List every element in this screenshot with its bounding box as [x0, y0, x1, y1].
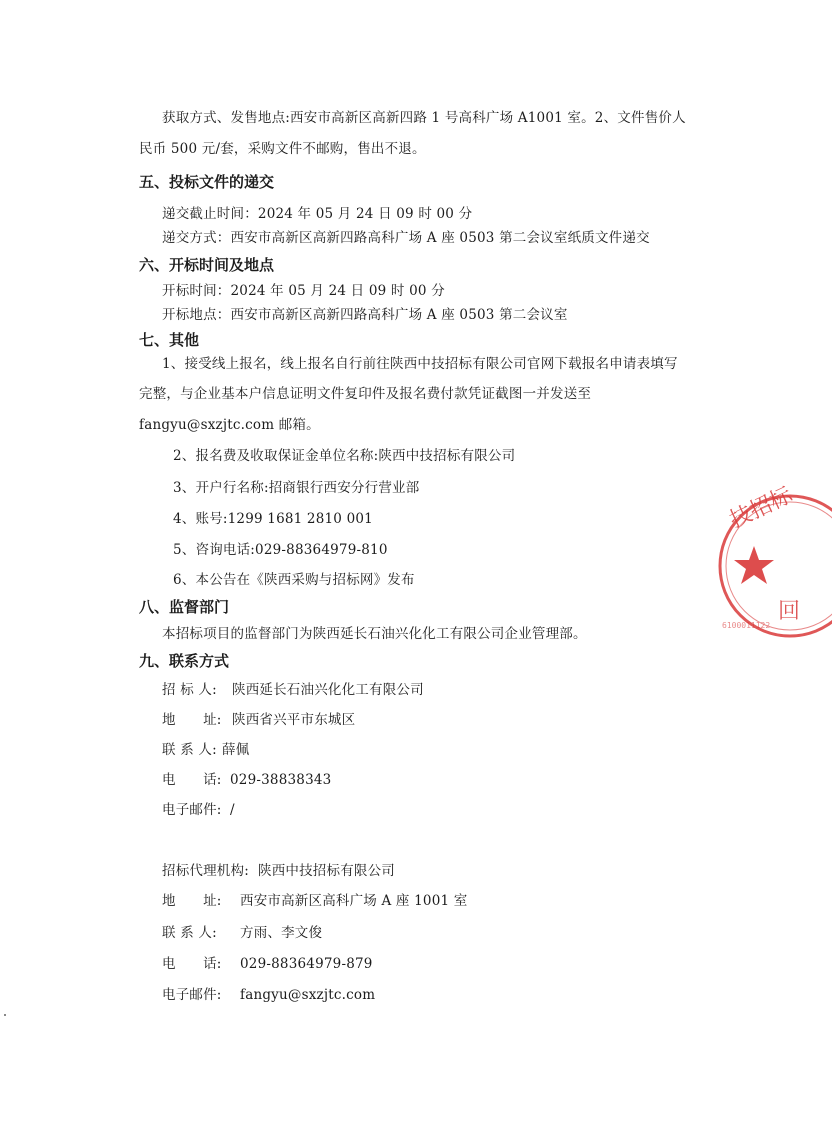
tenderer-contact-value: 薛佩 [222, 742, 250, 758]
tenderer-value: 陕西延长石油兴化化工有限公司 [232, 682, 424, 698]
section-9-heading: 九、联系方式 [139, 652, 230, 670]
agency-contact-label: 联 系 人: [162, 925, 217, 941]
submission-deadline: 递交截止时间：2024 年 05 月 24 日 09 时 00 分 [162, 206, 473, 222]
seal-code: 6100011122 [722, 621, 771, 630]
supervision-text: 本招标项目的监督部门为陕西延长石油兴化化工有限公司企业管理部。 [162, 626, 587, 642]
opening-time: 开标时间：2024 年 05 月 24 日 09 时 00 分 [162, 283, 445, 299]
seal-edge-char: 回 [778, 599, 801, 624]
submission-method: 递交方式：西安市高新区高新四路高科广场 A 座 0503 第二会议室纸质文件递交 [162, 230, 650, 246]
tenderer-email-label: 电子邮件: [162, 802, 222, 818]
other-item-1b: 完整，与企业基本户信息证明文件复印件及报名费付款凭证截图一并发送至 [139, 386, 592, 402]
company-seal [712, 482, 832, 648]
other-item-2: 2、报名费及收取保证金单位名称:陕西中技招标有限公司 [173, 448, 516, 464]
tenderer-phone-row [162, 771, 331, 789]
other-item-1c: fangyu@sxzjtc.com 邮箱。 [139, 417, 320, 433]
other-item-4: 4、账号:1299 1681 2810 001 [173, 511, 373, 527]
agency-value: 陕西中技招标有限公司 [258, 863, 395, 879]
tenderer-address-row [162, 711, 355, 729]
seal-text: 技招标 [725, 482, 797, 534]
agency-address-row [162, 892, 467, 910]
agency-phone-row [162, 955, 373, 973]
tenderer-email-row [162, 801, 235, 819]
agency-email-value: fangyu@sxzjtc.com [240, 987, 376, 1003]
agency-email-label: 电子邮件: [162, 987, 222, 1003]
seal-star-icon [734, 546, 774, 584]
agency-address-label: 地 址: [162, 893, 222, 909]
section-8-heading: 八、监督部门 [139, 598, 230, 616]
section-5-heading: 五、投标文件的递交 [139, 173, 275, 191]
agency-address-value: 西安市高新区高科广场 A 座 1001 室 [240, 893, 468, 909]
other-item-5: 5、咨询电话:029-88364979-810 [173, 542, 388, 558]
tenderer-label: 招 标 人: [162, 682, 217, 698]
agency-row [162, 862, 395, 880]
tenderer-contact-row [162, 741, 249, 759]
intro-line-1: 获取方式、发售地点:西安市高新区高新四路 1 号高科广场 A1001 室。2、文件售价人 [162, 110, 686, 126]
section-6-heading: 六、开标时间及地点 [139, 256, 275, 274]
tenderer-phone-value: 029-38838343 [230, 772, 332, 788]
intro-line-2: 民币 500 元/套，采购文件不邮购，售出不退。 [139, 141, 426, 157]
agency-phone-label: 电 话: [162, 956, 222, 972]
tenderer-row [162, 681, 424, 699]
opening-place: 开标地点：西安市高新区高新四路高科广场 A 座 0503 第二会议室 [162, 307, 568, 323]
section-7-heading: 七、其他 [139, 331, 200, 349]
other-item-3: 3、开户行名称:招商银行西安分行营业部 [173, 480, 420, 496]
agency-contact-row [162, 924, 322, 942]
scan-artifact [4, 1014, 6, 1016]
tenderer-contact-label: 联 系 人: [162, 742, 217, 758]
tenderer-email-value: / [230, 802, 235, 818]
agency-phone-value: 029-88364979-879 [240, 956, 373, 972]
agency-label: 招标代理机构: [162, 863, 249, 879]
agency-contact-value: 方雨、李文俊 [240, 925, 323, 941]
agency-email-row [162, 986, 375, 1004]
other-item-1a: 1、接受线上报名，线上报名自行前往陕西中技招标有限公司官网下载报名申请表填写 [162, 356, 678, 372]
other-item-6: 6、本公告在《陕西采购与招标网》发布 [173, 572, 415, 588]
tenderer-phone-label: 电 话: [162, 772, 222, 788]
tenderer-address-label: 地 址: [162, 712, 222, 728]
tenderer-address-value: 陕西省兴平市东城区 [232, 712, 356, 728]
